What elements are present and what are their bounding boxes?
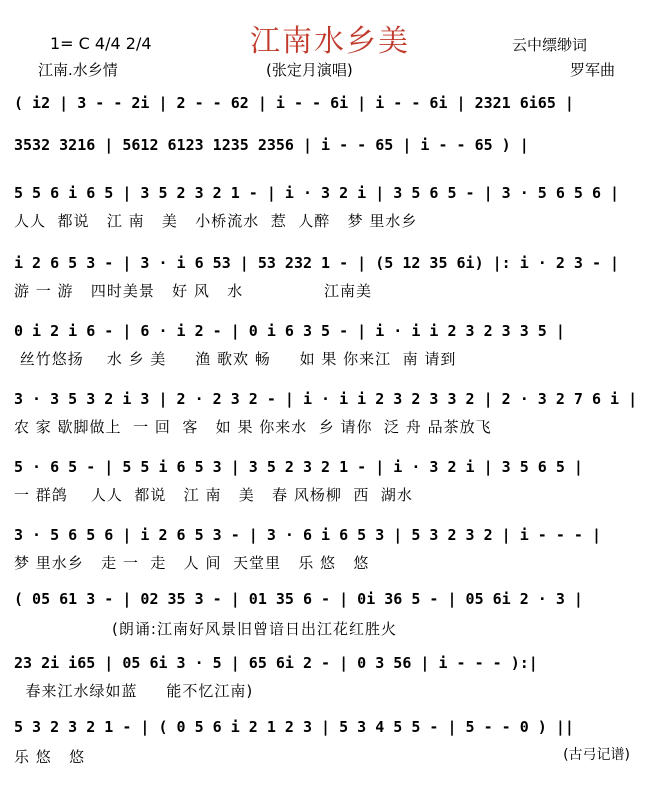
score-lyrics-line: 人人 都说 江 南 美 小桥流水 惹 人醉 梦 里水乡 [14,212,418,230]
score-lyrics-line: 乐 悠 悠 [14,748,86,766]
score-lyrics-line: 农 家 歇脚做上 一 回 客 如 果 你来水 乡 请你 泛 舟 品茶放飞 [14,418,492,436]
score-notes-line: i 2 6 5 3 - | 3 · i 6 53 | 53 232 1 - | (5 12 35 6i) |: i · 2 3 - | [14,254,620,272]
score-lyrics-line: 春来江水绿如蓝 能不忆江南) [14,682,254,700]
score-notes-line: 0 i 2 i 6 - | 6 · i 2 - | 0 i 6 3 5 - | i · i i 2 3 2 3 3 5 | [14,322,565,340]
score-notes-line: 3 · 5 6 5 6 | i 2 6 5 3 - | 3 · 6 i 6 5 3 | 5 3 2 3 2 | i - - - | [14,526,601,544]
score-notes-line: ( 05 61 3 - | 02 35 3 - | 01 35 6 - | 0i 36 5 - | 05 6i 2 · 3 | [14,590,583,608]
score-lyrics-line: 丝竹悠扬 水 乡 美 渔 歌欢 畅 如 果 你来江 南 请到 [14,350,457,368]
score-lyrics-line: 一 群鸽 人人 都说 江 南 美 春 风杨柳 西 湖水 [14,486,413,504]
score-notes-line: 3532 3216 | 5612 6123 1235 2356 | i - - 65 | i - - 65 ) | [14,136,529,154]
composer-credit: 罗军曲 [570,61,616,79]
singer-credit: (张定月演唱) [266,61,353,79]
score-notes-line: ( i2 | 3 - - 2i | 2 - - 62 | i - - 6i | i - - 6i | 2321 6i65 | [14,94,574,112]
transcriber-credit: (古弓记谱) [563,747,630,763]
lyricist-credit: 云中缥缈词 [512,36,588,54]
song-subtitle: 江南.水乡情 [38,61,118,79]
score-lyrics-line: 游 一 游 四时美景 好 风 水 江南美 [14,282,372,300]
score-notes-line: 3 · 3 5 3 2 i 3 | 2 · 2 3 2 - | i · i i 2 3 2 3 3 2 | 2 · 3 2 7 6 i | [14,390,638,408]
song-title: 江南水乡美 [250,24,410,59]
score-lyrics-line: 梦 里水乡 走 一 走 人 间 天堂里 乐 悠 悠 [14,554,370,572]
key-signature: 1= C 4/4 2/4 [50,34,152,53]
score-notes-line: 5 · 6 5 - | 5 5 i 6 5 3 | 3 5 2 3 2 1 - | i · 3 2 i | 3 5 6 5 | [14,458,583,476]
score-notes-line: 5 3 2 3 2 1 - | ( 0 5 6 i 2 1 2 3 | 5 3 4 5 5 - | 5 - - 0 ) || [14,718,574,736]
score-notes-line: 5 5 6 i 6 5 | 3 5 2 3 2 1 - | i · 3 2 i | 3 5 6 5 - | 3 · 5 6 5 6 | [14,184,620,202]
score-notes-line: 23 2i i65 | 05 6i 3 · 5 | 65 6i 2 - | 0 3 56 | i - - - ):| [14,654,538,672]
score-lyrics-line: (朗诵:江南好风景旧曾谙日出江花红胜火 [14,620,397,638]
